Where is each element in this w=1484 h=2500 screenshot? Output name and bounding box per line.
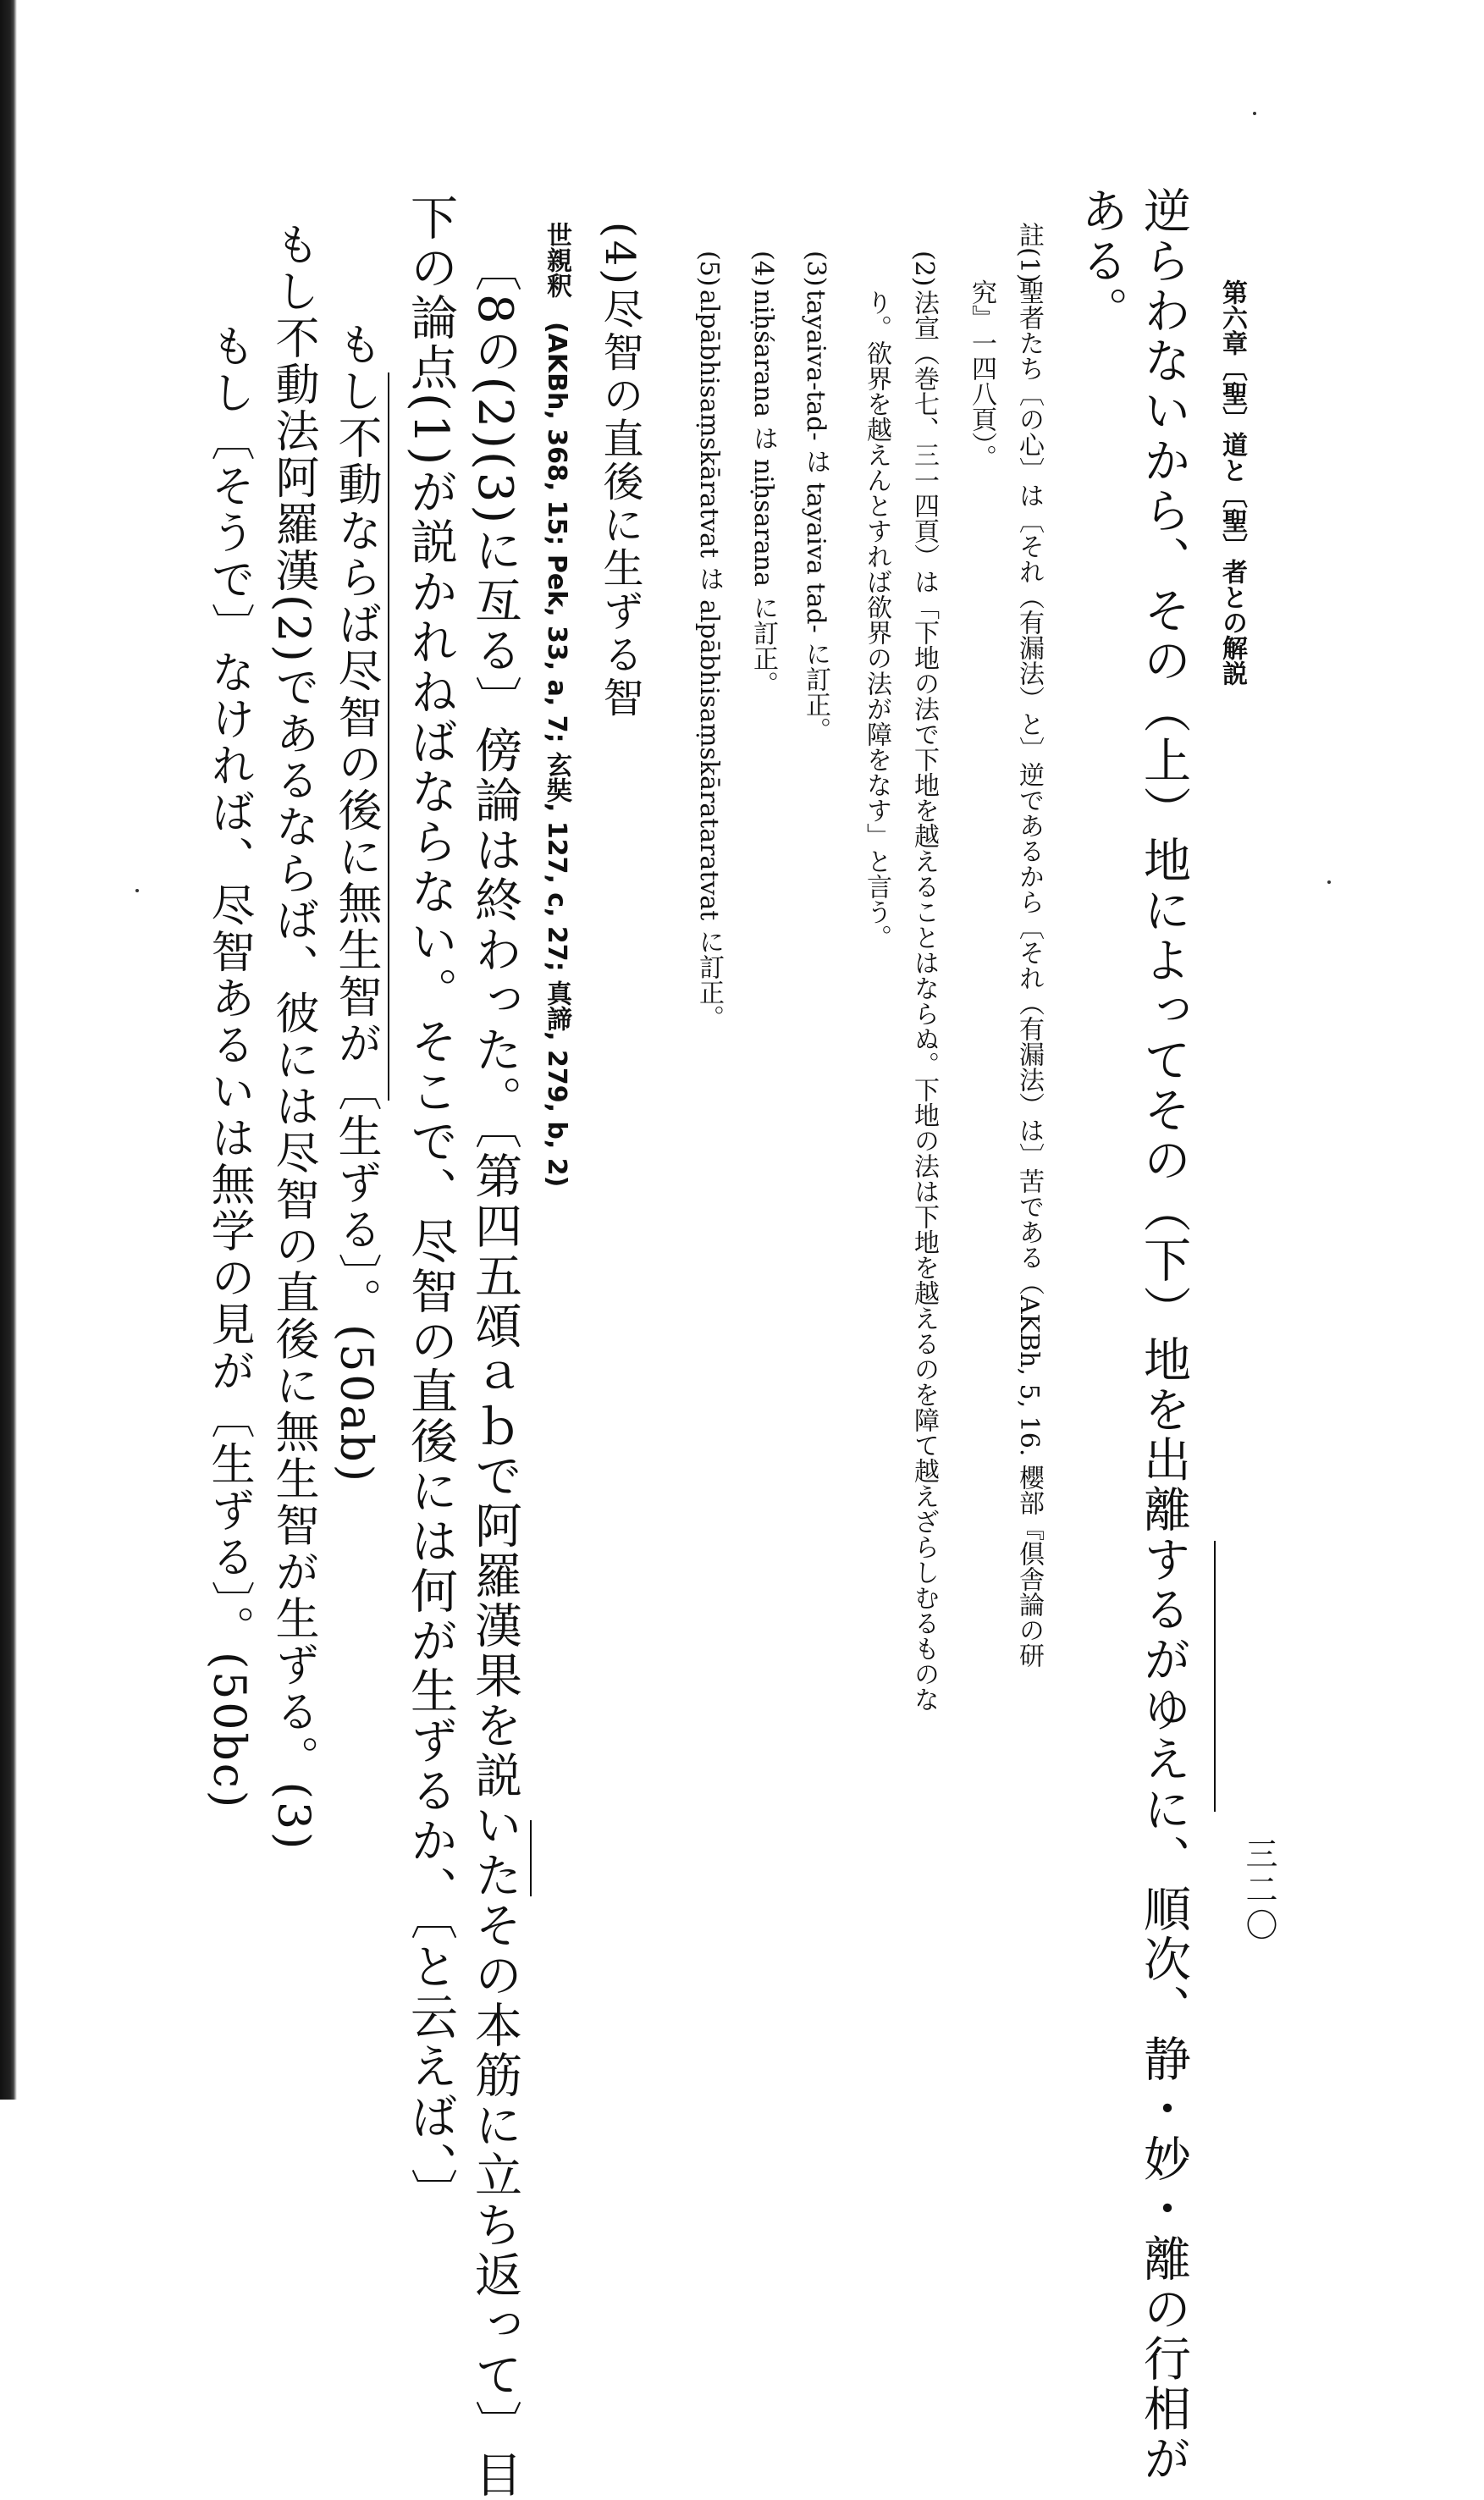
speck (1253, 112, 1256, 115)
commentary-label: 世親釈 (542, 222, 571, 298)
verse-line-2: もし不動法阿羅漢(2)であるならば、彼には尽智の直後に無生智が生ずる。(3) (268, 222, 318, 1852)
verse-line-1: もし不動ならば尽智の後に無生智が〔生ずる〕。(50ab) (330, 322, 381, 1485)
body-line-2: ある。 (1073, 186, 1128, 336)
section-number: (4) (596, 222, 643, 287)
emphasis-bar-1 (1214, 1541, 1216, 1812)
commentary-reference: (AKBh, 368, 15; Pek, 33, a, 7; 玄奘, 127, c, 27; 真諦, 279, b, 2) (542, 322, 571, 1188)
emphasis-bar-2 (530, 1820, 532, 1896)
note-5-text: alpābhisaṃskāratvat は alpābhisaṃskārataratvat に訂正。 (694, 290, 724, 1030)
scan-edge (0, 0, 17, 2100)
note-1-line-2: 究』一四八頁）。 (967, 279, 996, 470)
note-1-label: 註(1) (1014, 222, 1044, 284)
running-title: 第六章〔聖〕道と〔聖〕者との解説 (1217, 279, 1247, 686)
note-4-label: (4) (748, 251, 778, 287)
note-1-line-1: 聖者たち〔の心〕は〔それ（有漏法）と〕逆であるから〔それ（有漏法）は〕苦である（AKBh, 5, 16. 櫻部『倶舎論の研 (1014, 279, 1044, 1668)
page-number: 三二〇 (1240, 1837, 1277, 1944)
note-2-line-1: 法宣（巻七、三一四頁）は「下地の法で下地を越えることはならぬ。下地の法は下地を越えるのを障て越えざらしむるものな (909, 290, 939, 1712)
section-title: 尽智の直後に生ずる智 (596, 288, 643, 720)
commentary-line-1: 〔8の(2)(3)に亙る〕傍論は終わった。〔第四五頌ａｂで阿羅漢果を説いたその本筋に立ち返って〕目 (467, 244, 522, 2500)
note-3-label: (3) (801, 251, 830, 287)
note-2-line-2: り。欲界を越えんとすれば欲界の法が障をなす」と言う。 (862, 290, 891, 950)
note-5-label: (5) (694, 251, 724, 287)
commentary-line-2: 下の論点(1)が説かれねばならない。そこで、尽智の直後には何が生ずるか、〔と云えば、〕 (403, 193, 458, 2219)
speck (135, 889, 139, 892)
speck (1327, 880, 1331, 884)
note-4-text: niḥśarana は niḥsarana に訂正。 (748, 290, 778, 697)
body-line-1: 逆らわないから、その（上）地によってその（下）地を出離するがゆえに、順次、静・妙・離の行相が (1136, 186, 1191, 2484)
verse-emphasis-bar (388, 373, 389, 1101)
note-3-text: tayaiva-tad- は tayaiva tad- に訂正。 (801, 290, 830, 743)
verse-line-3: もし〔そうで〕なければ、尽智あるいは無学の見が〔生ずる〕。(50bc) (203, 323, 254, 1811)
note-2-label: (2) (909, 251, 939, 287)
